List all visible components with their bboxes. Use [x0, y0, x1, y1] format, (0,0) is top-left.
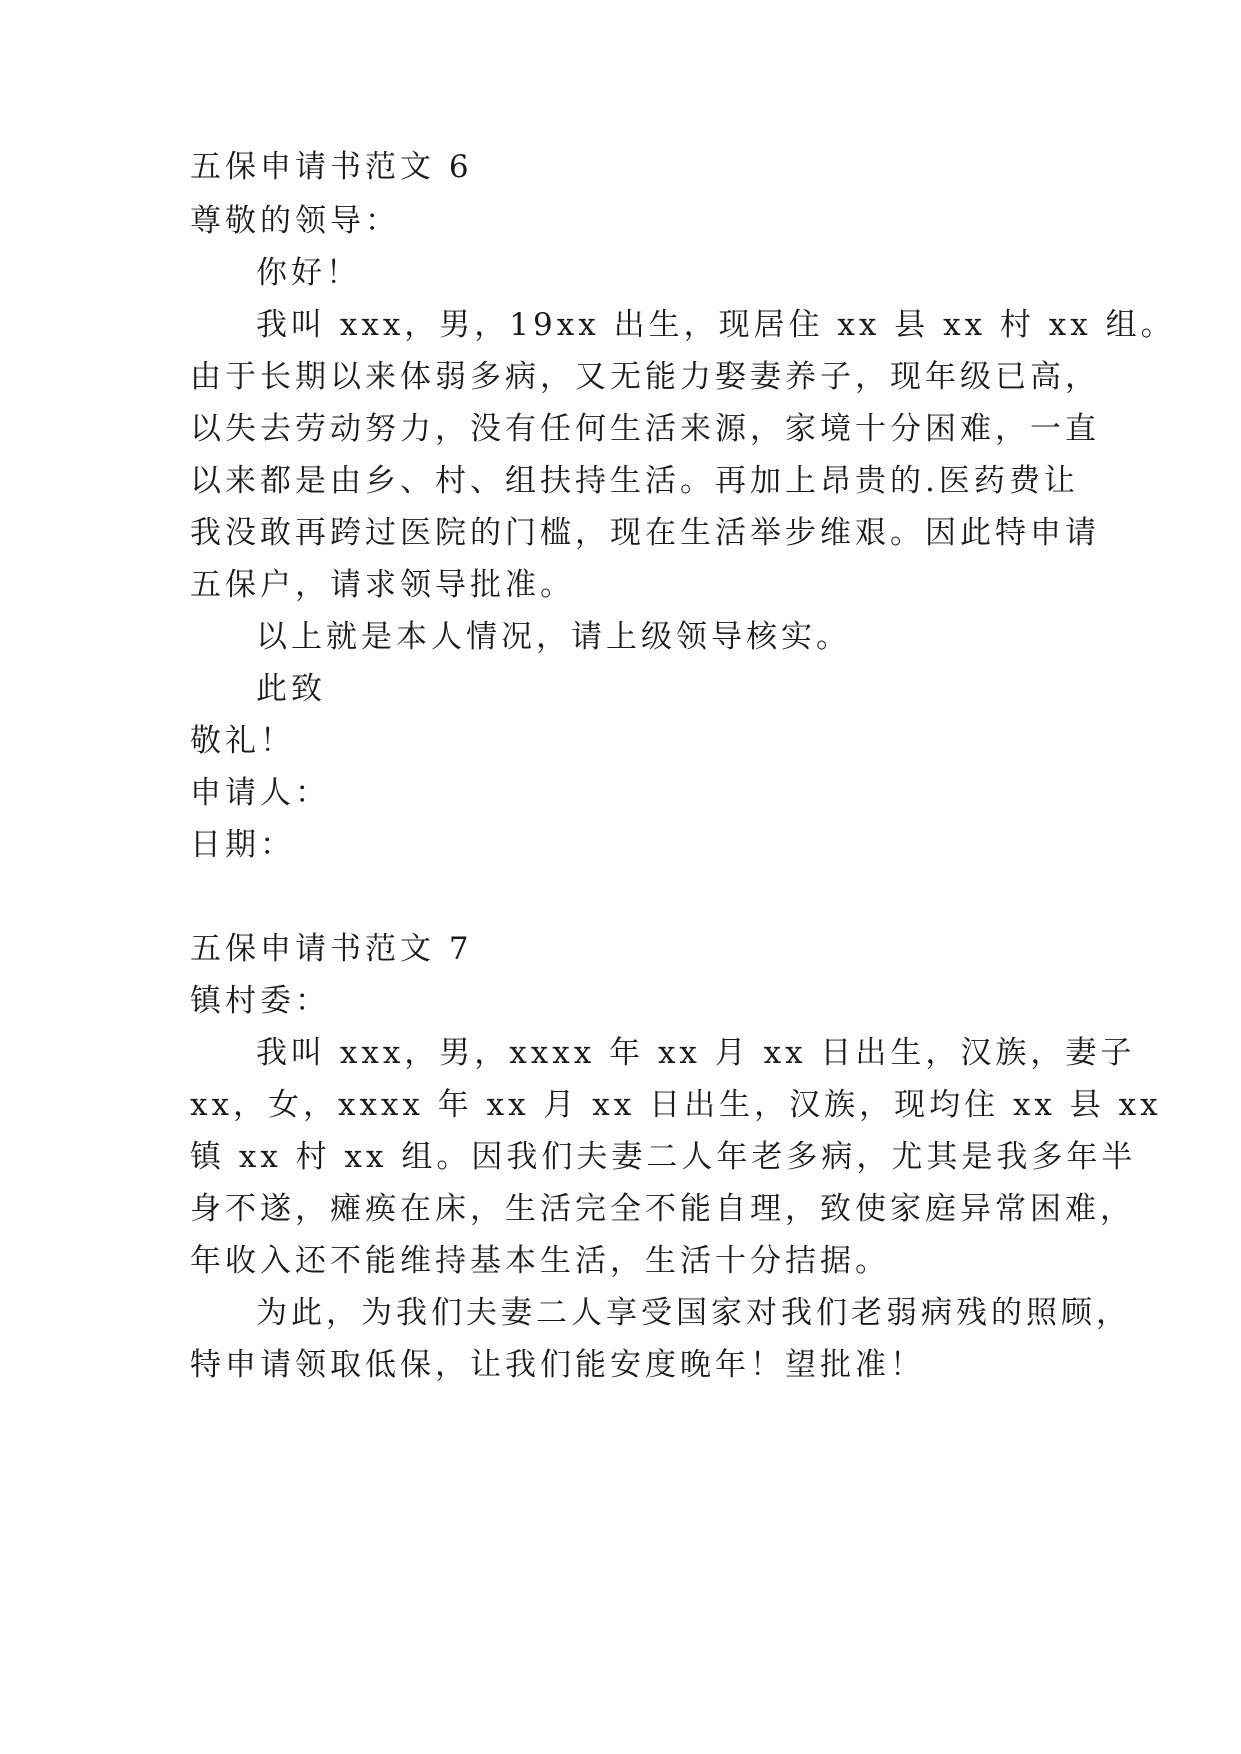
sample6-title: 五保申请书范文 6: [190, 149, 473, 185]
sample7-body-line: 身不遂，瘫痪在床，生活完全不能自理，致使家庭异常困难，: [190, 1191, 1135, 1227]
sample6-body-line: 我没敢再跨过医院的门槛，现在生活举步维艰。因此特申请: [190, 515, 1100, 551]
sample7-body-line: 镇 xx 村 xx 组。因我们夫妻二人年老多病，尤其是我多年半: [190, 1139, 1137, 1175]
sample7-salutation: 镇村委：: [190, 983, 330, 1019]
sample6-salutation: 尊敬的领导：: [190, 203, 400, 239]
sample6-applicant-label: 申请人：: [190, 775, 330, 811]
sample6-body-line: 我叫 xxx，男，19xx 出生，现居住 xx 县 xx 村 xx 组。: [256, 307, 1176, 343]
sample6-body-line: 以来都是由乡、村、组扶持生活。再加上昂贵的.医药费让: [190, 463, 1079, 499]
sample6-closing-2: 敬礼！: [190, 723, 295, 759]
sample6-closing-1: 此致: [256, 671, 326, 707]
sample6-date-label: 日期：: [190, 827, 295, 863]
sample7-body-line: xx，女，xxxx 年 xx 月 xx 日出生，汉族，现均住 xx 县 xx: [190, 1087, 1162, 1123]
sample6-verify-line: 以上就是本人情况，请上级领导核实。: [256, 619, 851, 655]
sample7-body-line: 我叫 xxx，男，xxxx 年 xx 月 xx 日出生，汉族，妻子: [256, 1035, 1136, 1071]
sample6-body-line: 五保户，请求领导批准。: [190, 567, 575, 603]
sample6-body-line: 以失去劳动努力，没有任何生活来源，家境十分困难，一直: [190, 411, 1100, 447]
sample7-body-line: 年收入还不能维持基本生活，生活十分拮据。: [190, 1243, 890, 1279]
sample6-body-line: 由于长期以来体弱多病，又无能力娶妻养子，现年级已高，: [190, 359, 1100, 395]
sample6-greeting: 你好！: [256, 255, 361, 291]
sample7-title: 五保申请书范文 7: [190, 931, 473, 967]
sample7-request-line: 为此，为我们夫妻二人享受国家对我们老弱病残的照顾，: [256, 1295, 1131, 1331]
sample7-request-line: 特申请领取低保，让我们能安度晚年！望批准！: [190, 1347, 925, 1383]
